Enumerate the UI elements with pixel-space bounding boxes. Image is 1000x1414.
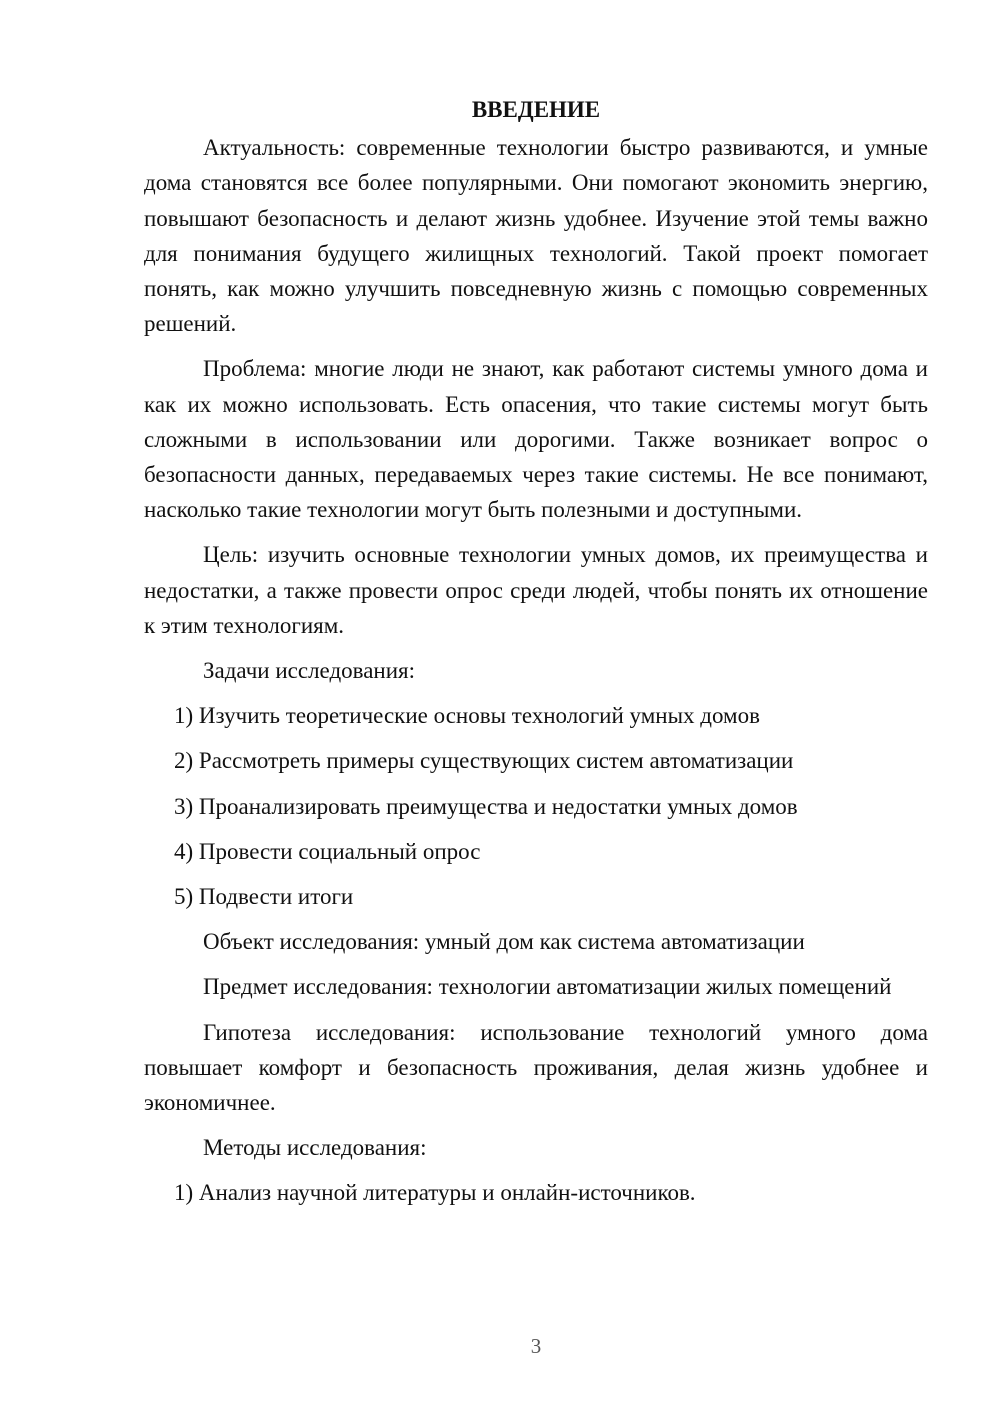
- list-item: 1) Анализ научной литературы и онлайн-источников.: [174, 1180, 696, 1206]
- page-number: 3: [530, 1334, 542, 1358]
- subject-paragraph: Предмет исследования: технологии автоматизации жилых помещений: [203, 974, 892, 1000]
- page-content: [144, 92, 928, 1221]
- tasks-list: [144, 698, 928, 914]
- goal-paragraph: Цель: изучить основные технологии умных домов, их преимущества и недостатки, а также провести опрос среди людей, чтобы понять их отношение к этим технологиям.: [144, 542, 928, 638]
- section-title: ВВЕДЕНИЕ: [471, 97, 601, 122]
- methods-heading: Методы исследования:: [203, 1135, 427, 1161]
- list-item: 4) Провести социальный опрос: [174, 838, 481, 864]
- relevance-paragraph: Актуальность: современные технологии быстро развиваются, и умные дома становятся все более популярными. Они помогают экономить энергию, повышают безопасность и делают жизнь удобнее. Изучение этой темы важно для понимания будущего жилищных технологий. Такой проект помогает понять, как можно улучшить повседневную жизнь с помощью современных решений.: [144, 135, 928, 337]
- hypothesis-paragraph: Гипотеза исследования: использование технологий умного дома повышает комфорт и безопасность проживания, делая жизнь удобнее и экономичнее.: [144, 1019, 928, 1116]
- list-item: 3) Проанализировать преимущества и недостатки умных домов: [174, 793, 798, 819]
- methods-list: [144, 1175, 928, 1210]
- list-item: 5) Подвести итоги: [174, 884, 354, 910]
- tasks-heading: Задачи исследования:: [203, 658, 416, 684]
- list-item: 1) Изучить теоретические основы технологий умных домов: [174, 703, 760, 729]
- list-item: 2) Рассмотреть примеры существующих систем автоматизации: [174, 748, 794, 774]
- object-line: Объект исследования: умный дом как система автоматизации: [203, 929, 805, 955]
- problem-paragraph: Проблема: многие люди не знают, как работают системы умного дома и как их можно использовать. Есть опасения, что такие системы могут быть сложными в использовании или дорогими. Также возникает вопрос о безопасности данных, передаваемых через такие системы. Не все понимают, насколько такие технологии могут быть полезными и доступными.: [144, 356, 928, 523]
